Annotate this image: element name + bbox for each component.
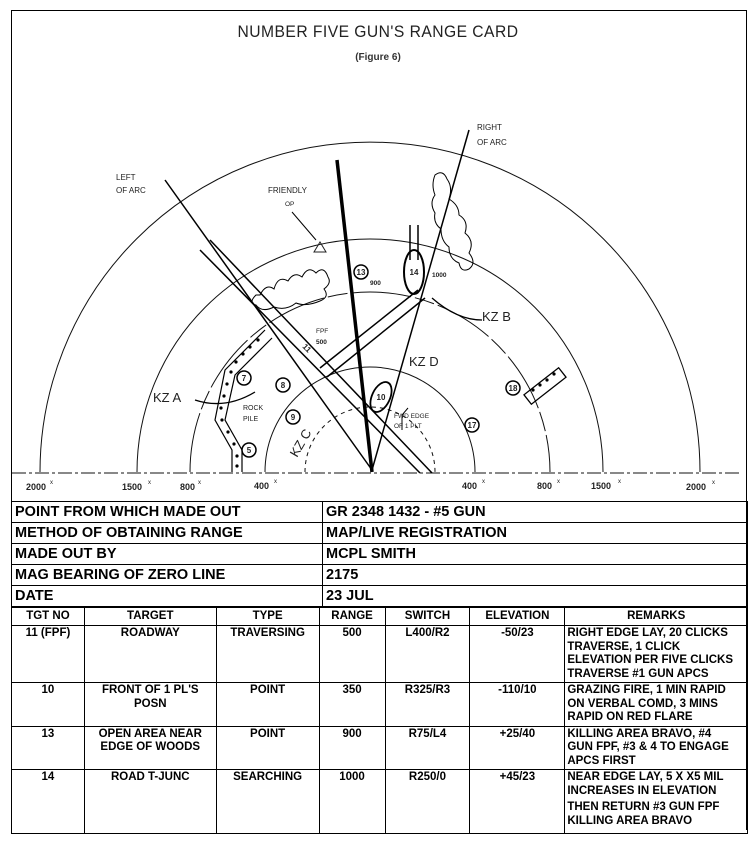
figure-subtitle: (Figure 6)	[355, 52, 401, 63]
cell-switch: R325/R3	[385, 683, 470, 727]
header-range: RANGE	[319, 608, 385, 626]
friendly-op-label: FRIENDLY	[268, 186, 307, 195]
info-value: MAP/LIVE REGISTRATION	[323, 523, 748, 544]
header-switch: SWITCH	[385, 608, 470, 626]
targets-table	[11, 607, 748, 834]
tick-left-2000: 2000	[26, 482, 47, 492]
remark-line: RAPID ON RED FLARE	[567, 711, 693, 723]
cell-target: FRONT OF 1 PL'S POSN	[84, 683, 216, 727]
cell-type: POINT	[216, 726, 319, 770]
remark-line: GRAZING FIRE, 1 MIN RAPID	[567, 684, 726, 696]
remark-line: NEAR EDGE LAY, 5 X X5 MIL	[567, 771, 724, 783]
left-of-arc-label: OF ARC	[116, 186, 146, 195]
tick-suffix: x	[712, 480, 715, 486]
tick-right-800: 800	[537, 481, 553, 491]
target-8-label: 8	[280, 381, 286, 390]
table-row	[12, 770, 748, 834]
target-11-label: 11	[300, 342, 313, 355]
cell-target: ROAD T-JUNC	[84, 770, 216, 834]
target-13-label: 13	[356, 268, 366, 277]
kz-d-label: KZ D	[409, 354, 439, 369]
right-of-arc-label: OF ARC	[477, 138, 507, 147]
tick-suffix: x	[557, 479, 560, 485]
kz-b-arrow	[432, 298, 482, 320]
info-row	[12, 565, 748, 586]
cell-range: 1000	[319, 770, 385, 834]
woods-left	[252, 270, 329, 310]
header-target: TARGET	[84, 608, 216, 626]
info-value: GR 2348 1432 - #5 GUN	[323, 502, 748, 523]
tick-left-800: 800	[180, 482, 196, 492]
tick-suffix: x	[274, 479, 277, 485]
tick-suffix: x	[618, 479, 621, 485]
tick-suffix: x	[148, 480, 151, 486]
remark-line: TRAVERSE, 1 CLICK	[567, 640, 681, 653]
cell-switch: R250/0	[385, 770, 470, 834]
cell-elevation: +45/23	[470, 770, 565, 834]
target-14-label: 14	[409, 268, 419, 277]
info-row	[12, 502, 748, 523]
table-row	[12, 726, 748, 770]
rock-pile-label: PILE	[243, 416, 259, 423]
remark-line: ELEVATION PER FIVE CLICKS	[567, 654, 734, 666]
cell-switch: L400/R2	[385, 626, 470, 683]
rock-pile-label: ROCK	[243, 405, 264, 412]
range-1000-label: 1000	[432, 272, 447, 279]
target-5-label: 5	[246, 446, 252, 455]
fpf-label: FPF	[316, 328, 329, 335]
cell-type: SEARCHING	[216, 770, 319, 834]
header-remarks: REMARKS	[565, 608, 748, 626]
kz-b-label: KZ B	[482, 309, 511, 324]
cell-tgt-no: 10	[12, 683, 85, 727]
fwd-edge-label: OF 1 PLT	[394, 423, 422, 430]
left-of-arc-label: LEFT	[116, 173, 136, 182]
cell-elevation: +25/40	[470, 726, 565, 770]
remark-line: THEN RETURN #3 GUN FPF	[567, 801, 720, 813]
cell-remarks	[565, 626, 748, 683]
fpf-range-label: 500	[316, 339, 327, 346]
remark-line: GUN FPF, #3 & 4 TO ENGAGE	[567, 741, 729, 753]
tick-suffix: x	[482, 479, 485, 485]
friendly-op-label: OP	[285, 201, 295, 208]
table-row	[12, 626, 748, 683]
range-900-label: 900	[370, 280, 381, 287]
cell-type: TRAVERSING	[216, 626, 319, 683]
roadway-edge	[210, 240, 432, 473]
info-label: METHOD OF OBTAINING RANGE	[12, 523, 323, 544]
target-18-label: 18	[508, 384, 518, 393]
cell-tgt-no: 13	[12, 726, 85, 770]
remark-line: KILLING AREA BRAVO	[567, 814, 693, 827]
cell-tgt-no: 11 (FPF)	[12, 626, 85, 683]
tick-left-1500: 1500	[122, 482, 143, 492]
info-value: MCPL SMITH	[323, 544, 748, 565]
tick-right-400: 400	[462, 481, 478, 491]
cell-remarks	[565, 726, 748, 770]
remark-line: RIGHT EDGE LAY, 20 CLICKS	[567, 627, 728, 639]
fwd-edge-label: FWD EDGE	[394, 413, 430, 420]
info-row	[12, 523, 748, 544]
cell-target: OPEN AREA NEAR EDGE OF WOODS	[84, 726, 216, 770]
tick-left-400: 400	[254, 481, 270, 491]
header-elevation: ELEVATION	[470, 608, 565, 626]
info-row	[12, 586, 748, 607]
figure-title: NUMBER FIVE GUN'S RANGE CARD	[237, 22, 519, 41]
tick-right-2000: 2000	[686, 482, 707, 492]
cell-remarks	[565, 683, 748, 727]
info-value: 23 JUL	[323, 586, 748, 607]
targets-header-row	[12, 608, 748, 626]
tick-right-1500: 1500	[591, 481, 612, 491]
target-7-label: 7	[241, 374, 247, 383]
cell-tgt-no: 14	[12, 770, 85, 834]
remark-line: KILLING AREA BRAVO, #4	[567, 727, 712, 740]
cell-range: 900	[319, 726, 385, 770]
range-card-info-table	[11, 501, 748, 607]
tick-suffix: x	[198, 480, 201, 486]
info-label: MAG BEARING OF ZERO LINE	[12, 565, 323, 586]
friendly-op-arrow	[292, 212, 316, 240]
cell-type: POINT	[216, 683, 319, 727]
road-branch	[320, 290, 418, 368]
remark-line: APCS FIRST	[567, 754, 636, 767]
target-10-label: 10	[376, 393, 386, 402]
info-value: 2175	[323, 565, 748, 586]
remark-line: TRAVERSE #1 GUN APCS	[567, 667, 709, 680]
cell-range: 350	[319, 683, 385, 727]
cell-range: 500	[319, 626, 385, 683]
info-label: DATE	[12, 586, 323, 607]
header-tgt-no: TGT NO	[12, 608, 85, 626]
cell-target: ROADWAY	[84, 626, 216, 683]
right-of-arc-label: RIGHT	[477, 123, 502, 132]
info-row	[12, 544, 748, 565]
kz-a-arrow	[195, 392, 255, 404]
wire-obstacle	[215, 330, 265, 472]
kz-a-label: KZ A	[153, 390, 182, 405]
target-17-label: 17	[467, 421, 477, 430]
tick-suffix: x	[50, 480, 53, 486]
header-type: TYPE	[216, 608, 319, 626]
info-label: MADE OUT BY	[12, 544, 323, 565]
remark-line: ON VERBAL COMD, 3 MINS	[567, 697, 718, 710]
target-18-box	[524, 368, 566, 405]
info-label: POINT FROM WHICH MADE OUT	[12, 502, 323, 523]
cell-elevation: -50/23	[470, 626, 565, 683]
zero-line	[337, 160, 372, 472]
table-row	[12, 683, 748, 727]
remark-line: INCREASES IN ELEVATION	[567, 784, 717, 797]
cell-switch: R75/L4	[385, 726, 470, 770]
cell-remarks	[565, 770, 748, 834]
cell-elevation: -110/10	[470, 683, 565, 727]
target-9-label: 9	[290, 413, 296, 422]
kz-c-label: KZ C	[286, 426, 315, 460]
arc-1500	[137, 239, 603, 472]
